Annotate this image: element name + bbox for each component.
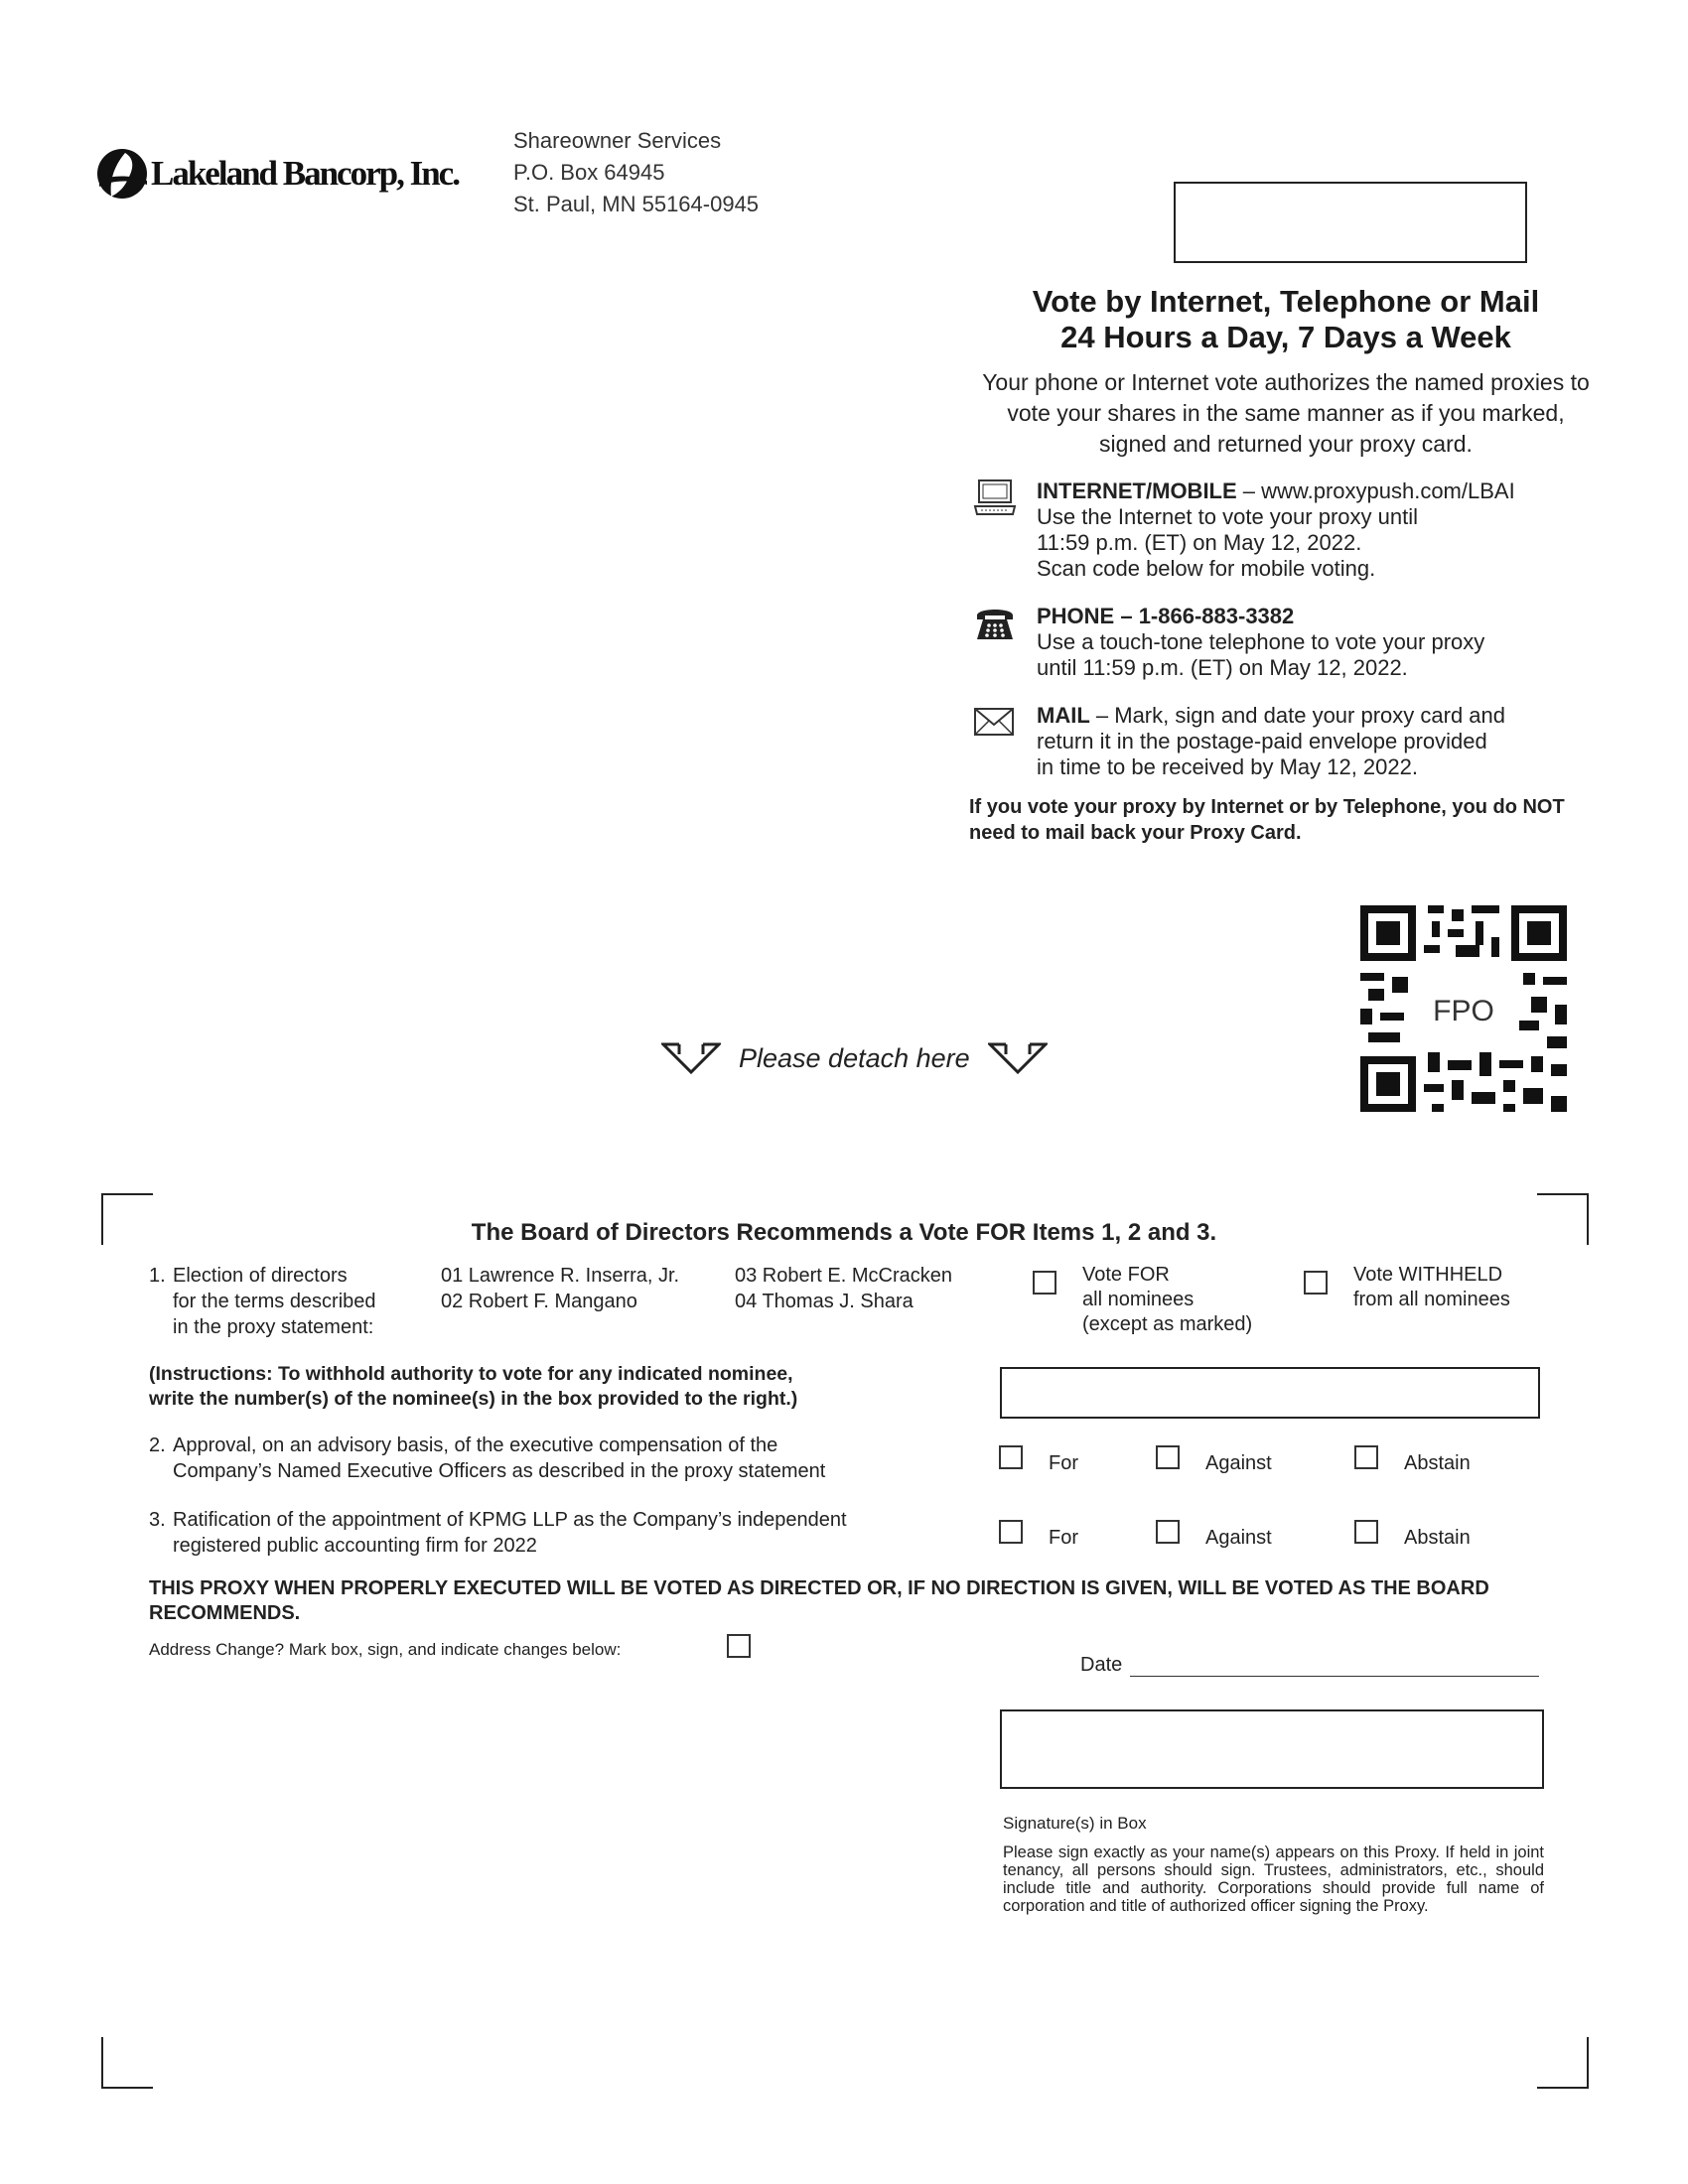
detach-indicator (643, 1040, 1065, 1076)
item-2-number: 2. (149, 1434, 166, 1456)
detach-text: Please detach here (739, 1042, 970, 1073)
vote-methods-title (978, 284, 1594, 355)
address-change-label: Address Change? Mark box, sign, and indicate changes below: (149, 1640, 622, 1659)
mail-line: – Mark, sign and date your proxy card and (1095, 703, 1506, 728)
internet-url[interactable]: – www.proxypush.com/LBAI (1242, 478, 1515, 503)
address-line: P.O. Box 64945 (513, 160, 665, 185)
label-line: from all nominees (1353, 1289, 1510, 1310)
computer-icon (973, 478, 1017, 518)
withhold-instructions (149, 1362, 993, 1412)
vote-for-all-checkbox[interactable] (1033, 1271, 1056, 1295)
nominee: 04 Thomas J. Shara (735, 1291, 914, 1312)
mail-line: return it in the postage-paid envelope provided (1037, 729, 1487, 753)
crop-mark (1537, 2037, 1589, 2089)
telephone-icon (973, 604, 1017, 643)
item-3-against-checkbox[interactable] (1156, 1520, 1180, 1544)
address-line: Shareowner Services (513, 128, 722, 153)
board-recommendation: The Board of Directors Recommends a Vote FOR Items 1, 2 and 3. (471, 1219, 1217, 1246)
nominee: 03 Robert E. McCracken (735, 1265, 952, 1287)
down-arrow-icon (661, 1040, 721, 1076)
phone-line: until 11:59 p.m. (ET) on May 12, 2022. (1037, 655, 1408, 680)
phone-label: PHONE – 1-866-883-3382 (1037, 604, 1295, 628)
qr-label: FPO (1433, 995, 1494, 1027)
signature-box[interactable] (1000, 1709, 1544, 1789)
crop-mark (1537, 1193, 1589, 1245)
mail-line: in time to be received by May 12, 2022. (1037, 754, 1418, 779)
proxy-direction-note: THIS PROXY WHEN PROPERLY EXECUTED WILL BE VOTED AS DIRECTED OR, IF NO DIRECTION IS GIVEN, WILL BE VOTED AS THE BOARD RECOMMENDS. (149, 1577, 1489, 1624)
item-3-text (173, 1507, 967, 1559)
internet-label: INTERNET/MOBILE (1037, 478, 1237, 503)
item-3-for-label: For (1049, 1527, 1078, 1549)
vote-for-all-label (1082, 1263, 1252, 1337)
title-line: Vote by Internet, Telephone or Mail (1032, 284, 1540, 319)
item-1-number: 1. (149, 1265, 166, 1287)
item-text-line: for the terms described (173, 1291, 376, 1312)
vote-withheld-all-label (1353, 1263, 1510, 1312)
item-2-against-label: Against (1205, 1452, 1272, 1474)
item-text-line: Election of directors (173, 1265, 348, 1287)
item-3-abstain-label: Abstain (1404, 1527, 1471, 1549)
label-line: Vote WITHHELD (1353, 1264, 1503, 1286)
item-3-abstain-checkbox[interactable] (1354, 1520, 1378, 1544)
nominees-column (441, 1263, 679, 1314)
label-line: Vote FOR (1082, 1264, 1170, 1286)
item-text-line: Approval, on an advisory basis, of the executive compensation of the (173, 1434, 778, 1456)
qr-code-icon[interactable] (1360, 905, 1567, 1112)
internet-line: 11:59 p.m. (ET) on May 12, 2022. (1037, 530, 1362, 555)
internet-method (973, 478, 1609, 588)
crop-mark (101, 2037, 153, 2089)
internet-line: Use the Internet to vote your proxy until (1037, 504, 1418, 529)
company-logo (95, 147, 459, 201)
address-line: St. Paul, MN 55164-0945 (513, 192, 760, 216)
item-1-text (173, 1263, 431, 1340)
mail-label: MAIL (1037, 703, 1090, 728)
phone-method (973, 604, 1609, 680)
vote-description: Your phone or Internet vote authorizes the named proxies to vote your shares in the same manner as if you marked, signed and returned your proxy card. (982, 369, 1590, 457)
signature-instructions: Please sign exactly as your name(s) appears on this Proxy. If held in joint tenancy, all persons should sign. Trustees, administrators, etc., should include title and authority. Corporations should provide full name of corporation and title of authorized officer signing the Proxy. (1003, 1843, 1544, 1915)
phone-line: Use a touch-tone telephone to vote your proxy (1037, 629, 1485, 654)
vote-withheld-all-checkbox[interactable] (1304, 1271, 1328, 1295)
item-2-abstain-checkbox[interactable] (1354, 1445, 1378, 1469)
item-2-for-checkbox[interactable] (999, 1445, 1023, 1469)
logo-mark-icon (95, 147, 149, 201)
withhold-nominee-input[interactable] (1000, 1367, 1540, 1419)
date-input[interactable] (1130, 1658, 1539, 1677)
date-label: Date (1080, 1654, 1123, 1676)
nominee: 02 Robert F. Mangano (441, 1291, 637, 1312)
item-2-against-checkbox[interactable] (1156, 1445, 1180, 1469)
item-3-for-checkbox[interactable] (999, 1520, 1023, 1544)
item-text-line: in the proxy statement: (173, 1316, 374, 1338)
label-line: (except as marked) (1082, 1313, 1253, 1335)
instruction-line: write the number(s) of the nominee(s) in the box provided to the right.) (149, 1388, 798, 1410)
nominee: 01 Lawrence R. Inserra, Jr. (441, 1265, 680, 1287)
item-text-line: Ratification of the appointment of KPMG LLP as the Company’s independent (173, 1509, 847, 1531)
item-3-against-label: Against (1205, 1527, 1272, 1549)
nominees-column (735, 1263, 952, 1314)
item-2-for-label: For (1049, 1452, 1078, 1474)
label-line: all nominees (1082, 1289, 1195, 1310)
instruction-line: (Instructions: To withhold authority to vote for any indicated nominee, (149, 1363, 793, 1385)
item-2-text (173, 1433, 967, 1484)
item-2-abstain-label: Abstain (1404, 1452, 1471, 1474)
mail-method (973, 703, 1609, 782)
item-text-line: registered public accounting firm for 2022 (173, 1535, 537, 1557)
address-change-checkbox[interactable] (727, 1634, 751, 1658)
date-field (1080, 1654, 1539, 1677)
control-number-box (1174, 182, 1527, 263)
envelope-icon (973, 703, 1017, 743)
internet-line: Scan code below for mobile voting. (1037, 556, 1376, 581)
item-text-line: Company’s Named Executive Officers as described in the proxy statement (173, 1460, 826, 1482)
down-arrow-icon (988, 1040, 1048, 1076)
signature-label: Signature(s) in Box (1003, 1814, 1147, 1833)
crop-mark (101, 1193, 153, 1245)
no-mail-note: If you vote your proxy by Internet or by Telephone, you do NOT need to mail back your Proxy Card. (969, 796, 1565, 844)
item-3-number: 3. (149, 1509, 166, 1531)
title-line: 24 Hours a Day, 7 Days a Week (1060, 320, 1511, 354)
company-name: Lakeland Bancorp, Inc. (151, 154, 459, 193)
return-address (513, 125, 759, 220)
